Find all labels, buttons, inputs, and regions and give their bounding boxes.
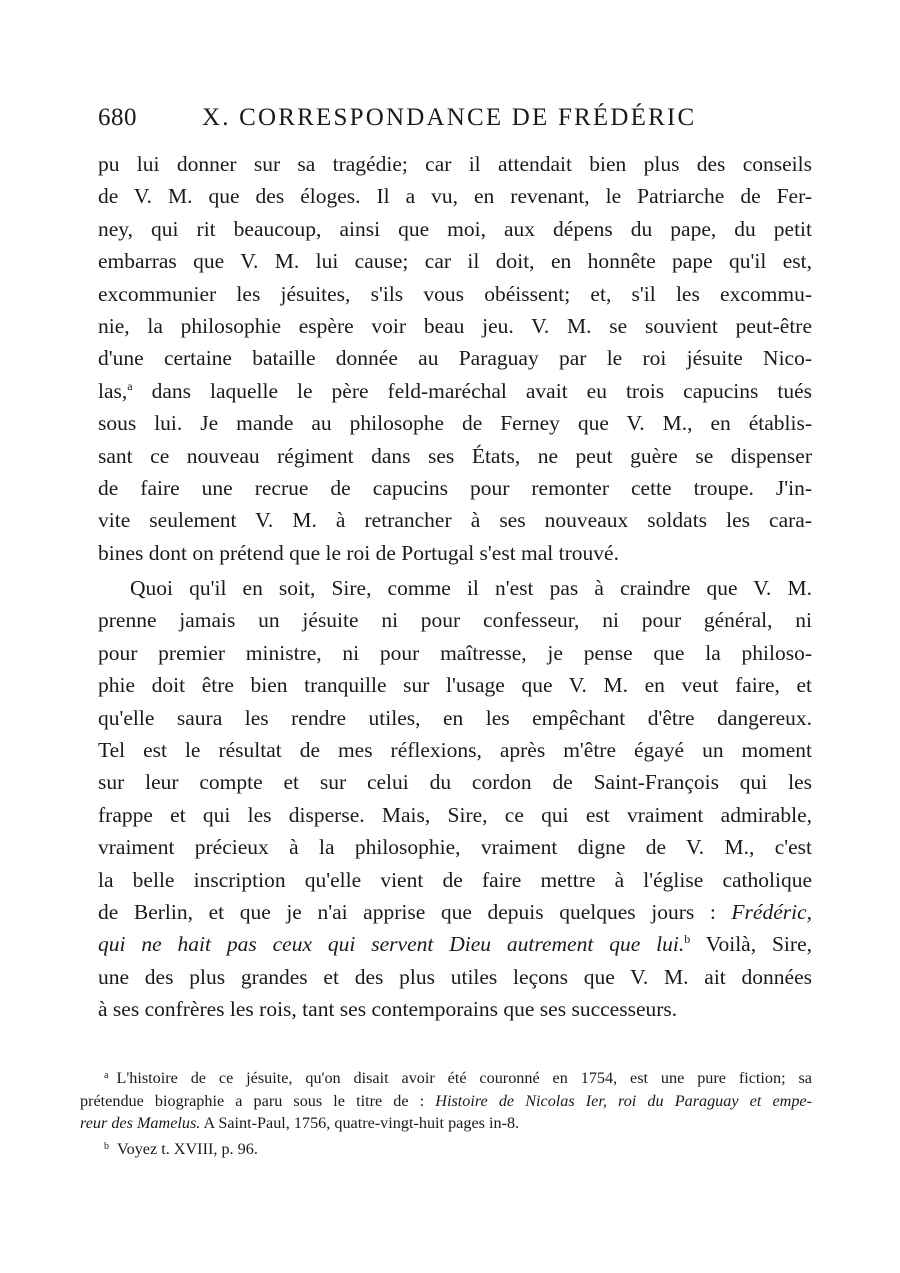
text-line: prenne jamais un jésuite ni pour confesseur, ni pour général, ni [98, 608, 812, 633]
text-fragment: las, [98, 378, 128, 403]
text-line: la belle inscription qu'elle vient de faire mettre à l'église catholique [98, 867, 812, 892]
footnote-text: prétendue biographie a paru sous le titre de : [80, 1091, 425, 1110]
text-line: qu'elle saura les rendre utiles, en les empêchant d'être dangereux. [98, 705, 812, 730]
text-line: phie doit être bien tranquille sur l'usage que V. M. en veut faire, et [98, 673, 812, 698]
text-line [98, 928, 812, 960]
running-header [98, 104, 810, 138]
text-line: pour premier ministre, ni pour maîtresse, je pense que la philoso- [98, 640, 812, 665]
text-line: sant ce nouveau régiment dans ses États, ne peut guère se dispenser [98, 443, 812, 468]
inscription-text: qui ne hait pas ceux qui servent Dieu autrement que lui. [98, 932, 685, 957]
text-line: nie, la philosophie espère voir beau jeu. V. M. se souvient peut-être [98, 313, 812, 338]
text-line: pu lui donner sur sa tragédie; car il attendait bien plus des conseils [98, 152, 812, 176]
text-fragment: Voilà, Sire, [705, 932, 812, 957]
footnote-text: A Saint-Paul, 1756, quatre-vingt-huit pages in-8. [203, 1114, 520, 1132]
footnote-text: L'histoire de ce jésuite, qu'on disait avoir été couronné en 1754, est une pure fiction; sa [116, 1069, 812, 1087]
text-line: sur leur compte et sur celui du cordon de Saint-François qui les [98, 770, 812, 795]
text-line: excommunier les jésuites, s'ils vous obéissent; et, s'il les excommu- [98, 281, 812, 306]
text-line: une des plus grandes et des plus utiles leçons que V. M. ait données [98, 964, 812, 989]
footnote-ref-a[interactable]: a [127, 378, 133, 393]
text-line: de V. M. que des éloges. Il a vu, en revenant, le Patriarche de Fer- [98, 184, 812, 209]
text-line: Tel est le résultat de mes réflexions, après m'être égayé un moment [98, 738, 812, 763]
text-line: embarras que V. M. lui cause; car il doit, en honnête pape qu'il est, [98, 249, 812, 274]
text-line: Quoi qu'il en soit, Sire, comme il n'est pas à craindre que V. M. [130, 576, 812, 601]
text-line: d'une certaine bataille donnée au Paraguay par le roi jésuite Nico- [98, 346, 812, 371]
text-line: bines dont on prétend que le roi de Portugal s'est mal trouvé. [98, 540, 619, 565]
text-fragment: de Berlin, et que je n'ai apprise que depuis quelques jours : [98, 899, 716, 924]
running-title: X. CORRESPONDANCE DE FRÉDÉRIC [202, 104, 697, 131]
text-line: sous lui. Je mande au philosophe de Ferney que V. M., en établis- [98, 411, 812, 436]
footnote-text: Voyez t. XVIII, p. 96. [117, 1139, 258, 1158]
text-line [98, 896, 812, 928]
footnote-mark: b [104, 1140, 109, 1152]
footnote-mark: a [104, 1070, 109, 1081]
footnote-a-line [80, 1090, 812, 1113]
page-number: 680 [98, 104, 137, 131]
footnote-a-line [80, 1112, 812, 1135]
footnote-a [80, 1067, 812, 1090]
footnote-b [80, 1138, 812, 1161]
text-line: de faire une recrue de capucins pour remonter cette troupe. J'in- [98, 475, 812, 500]
footnotes [80, 1067, 812, 1160]
text-line: vraiment précieux à la philosophie, vraiment digne de V. M., c'est [98, 835, 812, 860]
main-text [98, 148, 812, 1026]
text-line: vite seulement V. M. à retrancher à ses nouveaux soldats les cara- [98, 508, 812, 533]
text-line: frappe et qui les disperse. Mais, Sire, ce qui est vraiment admirable, [98, 802, 812, 827]
book-title: Histoire de Nicolas Ier, roi du Paraguay et empe- [435, 1091, 812, 1110]
footnote-ref-b[interactable]: b [684, 932, 691, 947]
text-line: ney, qui rit beaucoup, ainsi que moi, aux dépens du pape, du petit [98, 216, 812, 241]
inscription-text: Frédéric, [731, 899, 812, 924]
text-line [98, 375, 812, 407]
text-line: à ses confrères les rois, tant ses contemporains que ses successeurs. [98, 997, 678, 1022]
text-fragment: dans laquelle le père feld-maréchal avait eu trois capucins tués [151, 378, 813, 403]
book-title: reur des Mamelus. [80, 1114, 201, 1132]
